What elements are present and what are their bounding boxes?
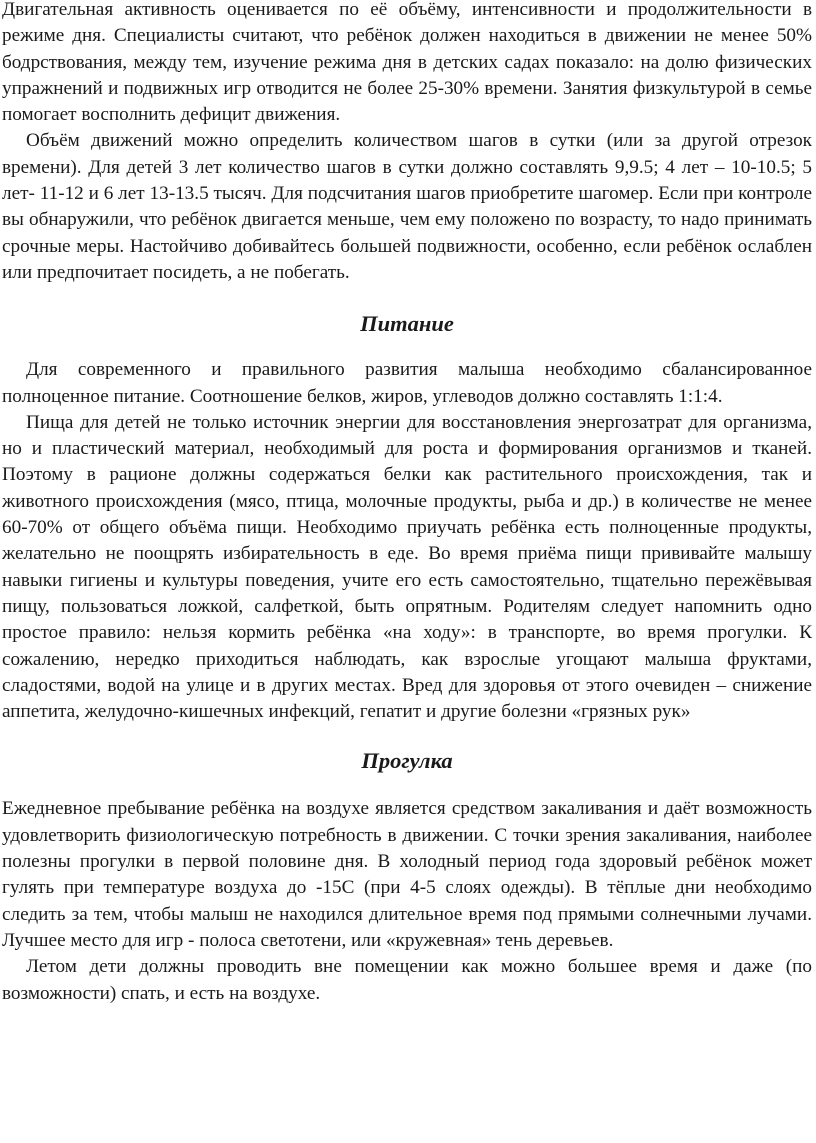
paragraph-outdoor-time: Ежедневное пребывание ребёнка на воздухе является средством закаливания и даёт возможность удовлетворить физиологическую потребность в движении. С точки зрения закаливания, наиболее полезны прогулки в первой половине дня. В холодный период года здоровый ребёнок может гулять при температуре воздуха до -15С (при 4-5 слоях одежды). В тёплые дни необходимо следить за тем, чтобы малыш не находился длительное время под прямыми солнечными лучами. Лучшее место для игр - полоса светотени, или «кружевная» тень деревьев. (2, 798, 812, 951)
paragraph-food-rules: Пища для детей не только источник энергии для восстановления энергозатрат для организма, но и пластический материал, необходимый для роста и формирования организмов и тканей. Поэтому в рационе должны содержаться белки как растительного происхождения, так и животного происхождения (мясо, птица, молочные продукты, рыба и др.) в количестве не менее 60-70% от общего объёма пищи. Необходимо приучать ребёнка есть полноценные продукты, желательно не поощрять избирательность в еде. Во время приёма пищи прививайте малышу навыки гигиены и культуры поведения, учите его есть самостоятельно, тщательно пережёвывая пищу, пользоваться ложкой, салфеткой, быть опрятным. Родителям следует напомнить одно простое правило: нельзя кормить ребёнка «на ходу»: в транспорте, во время прогулки. К сожалению, нередко приходиться наблюдать, как взрослые угощают малыша фруктами, сладостями, водой на улице и в других местах. Вред для здоровья от этого очевиден – снижение аппетита, желудочно-кишечных инфекций, гепатит и другие болезни «грязных рук» (2, 411, 812, 723)
heading-nutrition: Питание (360, 311, 454, 337)
paragraph-summer-outdoors: Летом дети должны проводить вне помещении как можно большее время и даже (по возможности) спать, и есть на воздухе. (2, 956, 812, 1004)
paragraph-step-count: Объём движений можно определить количеством шагов в сутки (или за другой отрезок времени). Для детей 3 лет количество шагов в сутки должно составлять 9,9.5; 4 лет – 10-10.5; 5 лет- 11-12 и 6 лет 13-13.5 тысяч. Для подсчитания шагов приобретите шагомер. Если при контроле вы обнаружили, что ребёнок двигается меньше, чем ему положено по возрасту, то надо принимать срочные меры. Настойчиво добивайтесь большей подвижности, особенно, если ребёнок ослаблен или предпочитает посидеть, а не побегать. (2, 130, 812, 283)
heading-walk: Прогулка (361, 748, 453, 774)
paragraph-motor-activity: Двигательная активность оценивается по её объёму, интенсивности и продолжительности в режиме дня. Специалисты считают, что ребёнок должен находиться в движении не менее 50% бодрствования, между тем, изучение режима дня в детских садах показало: на долю физических упражнений и подвижных игр отводится не более 25-30% времени. Занятия физкультурой в семье помогает восполнить дефицит движения. (2, 0, 812, 126)
paragraph-balanced-diet: Для современного и правильного развития малыша необходимо сбалансированное полноценное питание. Соотношение белков, жиров, углеводов должно составлять 1:1:4. (2, 359, 812, 407)
